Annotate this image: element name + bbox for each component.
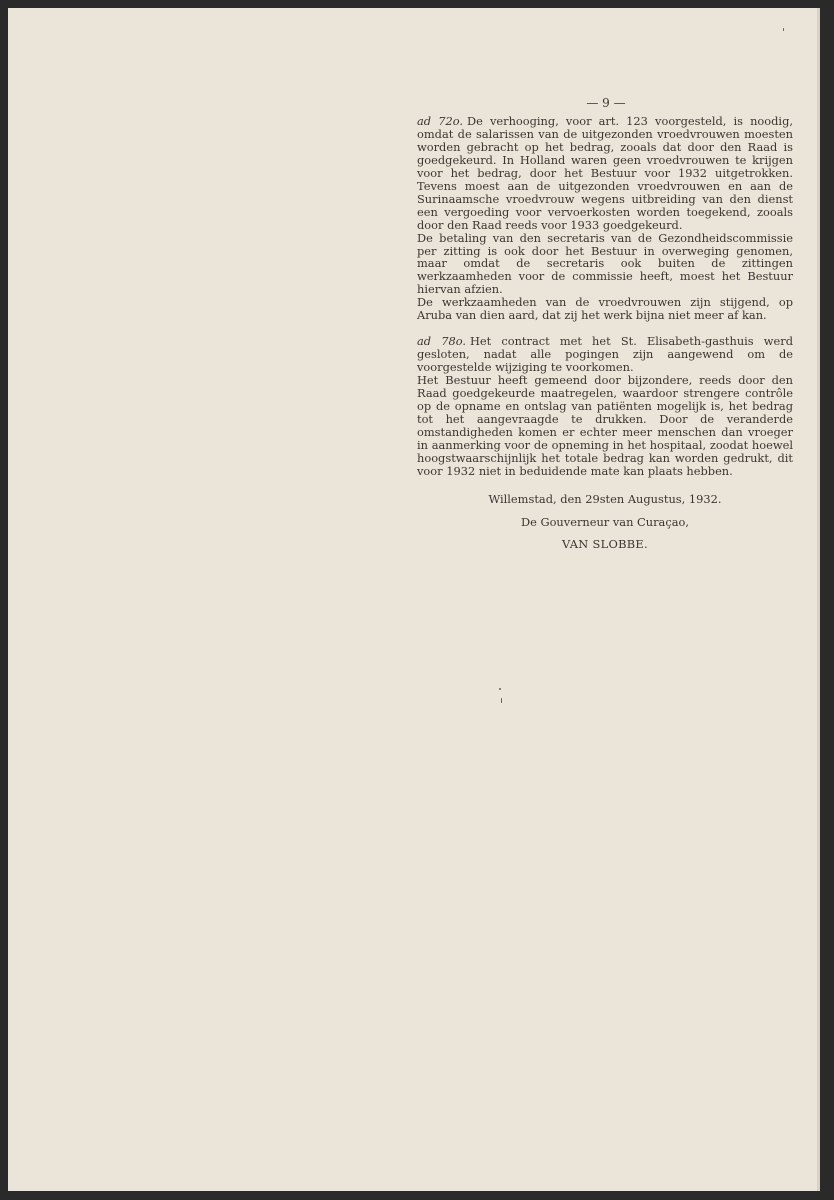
paper-speck [499,688,501,690]
paragraph-78-text: Het contract met het St. Elisabeth-gasthuis werd gesloten, nadat alle pogingen zijn aangewend om de voorgestelde wijziging te voorkomen. [417,334,793,375]
paragraph-72-second: De betaling van den secretaris van de Gezondheidscommissie per zitting is ook door het Bestuur in overweging genomen, maar omdat de secretaris ook buiten de zittingen werkzaamheden voor de commissie heeft, moest het Bestuur hiervan afzien. [417,230,793,297]
document-body [417,115,793,478]
page-number: — 9 — [586,96,626,110]
paragraph-72-text: De verhooging, voor art. 123 voorgesteld, is noodig, omdat de salarissen van de uitgezonden vroedvrouwen moesten worden gebracht op het bedrag, zooals dat door den Raad is goedgekeurd. In Holland waren geen vroedvrouwen te krijgen voor het bedrag, door het Bestuur voor 1932 uitgetrokken. Tevens moest aan de uitgezonden vroedvrouwen en aan de Surinaamsche vroedvrouw wegens uitbreiding van den dienst een vergoeding voor vervoerkosten worden toegekend, zooals door den Raad reeds voor 1933 goedgekeurd. [417,114,793,232]
article-ref-72: ad 72o. [417,114,463,128]
signature-date: Willemstad, den 29sten Augustus, 1932. [488,492,722,506]
paragraph-72-third: De werkzaamheden van de vroedvrouwen zijn stijgend, op Aruba van dien aard, dat zij het werk bijna niet meer af kan. [417,295,793,323]
paragraph-78-first [417,335,793,374]
paragraph-78-second: Het Bestuur heeft gemeend door bijzondere, reeds door den Raad goedgekeurde maatregelen, waardoor strengere contrôle op de opname en ontslag van patiënten mogelijk is, het bedrag tot het aangevraagde te drukken. Door de veranderde omstandigheden komen er echter meer menschen dan vroeger in aanmerking voor de opneming in het hospitaal, zoodat hoewel hoogstwaarschijnlijk het totale bedrag kan worden gedrukt, dit voor 1932 niet in beduidende mate kan plaats hebben. [417,373,793,478]
signature-name: VAN SLOBBE. [562,537,648,551]
paper-speck [783,28,784,31]
article-ref-78: ad 78o. [417,334,466,349]
document-page [8,8,820,1191]
signature-title: De Gouverneur van Curaçao, [520,515,689,529]
paragraph-72-first [417,115,793,232]
paper-speck [501,698,502,703]
